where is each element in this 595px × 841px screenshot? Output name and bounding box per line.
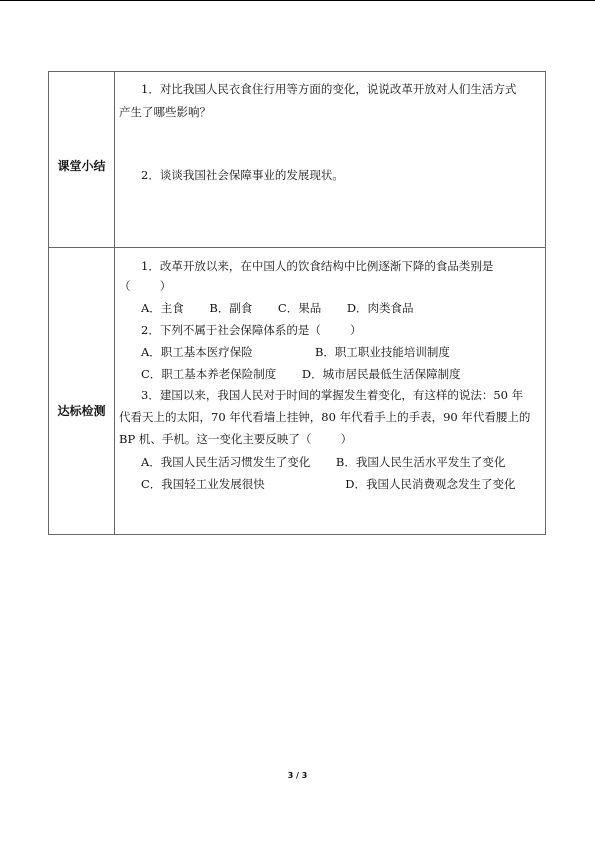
column-divider bbox=[114, 72, 115, 534]
test-question-3-options-cd: C．我国轻工业发展很快 D．我国人民消费观念发生了变化 bbox=[141, 477, 516, 491]
test-question-3: 3．建国以来，我国人民对于时间的掌握发生着变化，有这样的说法：50 年 bbox=[141, 388, 524, 402]
test-question-1: 1．改革开放以来，在中国人的饮食结构中比例逐渐下降的食品类别是 bbox=[141, 259, 494, 273]
test-question-3-options-ab: A．我国人民生活习惯发生了变化 B．我国人民生活水平发生了变化 bbox=[141, 455, 506, 469]
test-question-1-blank: （ ） bbox=[119, 279, 172, 293]
test-question-2-options-ab: A．职工基本医疗保险 B．职工职业技能培训制度 bbox=[141, 345, 450, 359]
row-divider bbox=[49, 247, 545, 248]
summary-section-label: 课堂小结 bbox=[57, 159, 106, 173]
summary-question-1-cont: 产生了哪些影响？ bbox=[119, 105, 211, 119]
page-number: 3 / 3 bbox=[287, 771, 308, 780]
test-question-1-options: A．主食 B．副食 C．果品 D．肉类食品 bbox=[141, 301, 414, 315]
test-question-2: 2．下列不属于社会保障体系的是（ ） bbox=[141, 323, 362, 337]
test-question-3-cont-2: BP 机、手机。这一变化主要反映了（ ） bbox=[119, 432, 353, 446]
summary-question-2: 2．谈谈我国社会保障事业的发展现状。 bbox=[141, 168, 344, 182]
test-section-label: 达标检测 bbox=[57, 404, 106, 418]
top-rule bbox=[0, 0, 595, 1]
test-question-3-cont-1: 代看天上的太阳，70 年代看墙上挂钟，80 年代看手上的手表，90 年代看腰上的 bbox=[119, 410, 531, 424]
test-question-2-options-cd: C．职工基本养老保险制度 D．城市居民最低生活保障制度 bbox=[141, 367, 461, 381]
summary-question-1: 1．对比我国人民衣食住行用等方面的变化，说说改革开放对人们生活方式 bbox=[141, 82, 517, 96]
lesson-table bbox=[48, 71, 546, 535]
